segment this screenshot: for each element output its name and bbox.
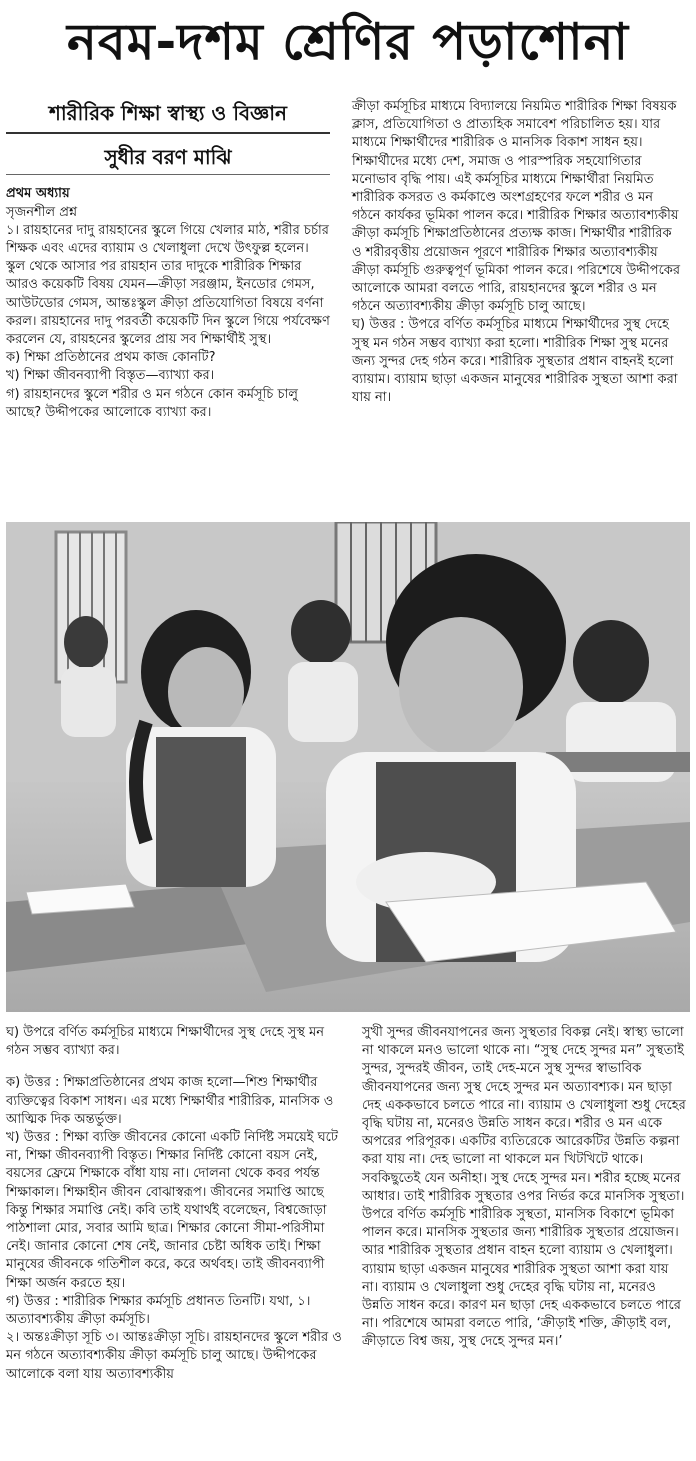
article-right-top bbox=[352, 98, 684, 407]
article-left-bottom bbox=[6, 1024, 344, 1384]
question-item: খ) শিক্ষা জীবনব্যাপী বিস্তৃত—ব্যাখ্যা কর। bbox=[6, 368, 215, 384]
article-right-bottom bbox=[362, 1024, 686, 1352]
page-title: নবম-দশম শ্রেণির পড়াশোনা bbox=[67, 12, 629, 71]
article-left-top bbox=[6, 98, 330, 422]
answer-paragraph: খ) উত্তর : শিক্ষা ব্যক্তি জীবনের কোনো একটি নির্দিষ্ট সময়েই ঘটে না, শিক্ষা জীবনব্যাপী বিস্তৃত। শিক্ষার নির্দিষ্ট কোনো বয়স নেই, বয়সের ফ্রেমে শিক্ষাকে বাঁধা যায় না। দোলনা থেকে কবর পর্যন্ত শিক্ষাকাল। শিক্ষাহীন জীবন বোঝাস্বরূপ। জীবনের সমাপ্তি আছে কিন্তু শিক্ষার সমাপ্তি নেই। কবি তাই যথার্থই বলেছেন, বিশ্বজোড়া পাঠশালা মোর, সবার আমি ছাত্র। শিক্ষার কোনো সীমা-পরিসীমা নেই। জানার কোনো শেষ নেই, জানার চেষ্টা অধিক তাই। শিক্ষা মানুষের জীবনকে গতিশীল করে, করে অর্থবহ। তাই জীবনব্যাপী শিক্ষা অর্জন করতে হয়। bbox=[6, 1130, 338, 1291]
answer-paragraph: ঘ) উত্তর : উপরে বর্ণিত কর্মসূচির মাধ্যমে শিক্ষার্থীদের সুস্থ দেহে সুস্থ মন গঠন সম্ভব ব্যাখ্যা করা হলো। শারীরিক শিক্ষা সুস্থ মনের জন্য সুন্দর দেহ গঠন করে। শারীরিক সুস্থতার প্রধান বাহনই হলো ব্যায়াম। ব্যায়াম ছাড়া একজন মানুষের শারীরিক সুস্থতা আশা করা যায় না। bbox=[352, 317, 678, 406]
answer-paragraph: সুখী সুন্দর জীবনযাপনের জন্য সুস্থতার বিকল্প নেই। স্বাস্থ্য ভালো না থাকলে মনও ভালো থাকে না। “সুস্থ দেহে সুন্দর মন” সুস্থতাই সুন্দর, সুন্দরই জীবন, তাই দেহ-মনে সুস্থ সুন্দর স্বাভাবিক জীবনযাপনের জন্য সুস্থ দেহে সুন্দর মন অত্যাবশ্যক। মন ছাড়া দেহ এককভাবে চলতে পারে না। ব্যায়াম ও খেলাধুলা শুধু দেহের বৃদ্ধি ঘটায় না, মনেরও উন্নতি সাধন করে। শরীর ও মন একে অপরের পরিপূরক। একটির ব্যতিরেকে আরেকটির উন্নতি কল্পনা করা যায় না। দেহ ভালো না থাকলে মন খিটখিটে থাকে। সবকিছুতেই যেন অনীহা। সুস্থ দেহে সুন্দর মন। শরীর হচ্ছে মনের আধার। তাই শারীরিক সুস্থতার ওপর নির্ভর করে মানসিক সুস্থতা। উপরে বর্ণিত কর্মসূচি শারীরিক সুস্থতা, মানসিক বিকাশে ভূমিকা পালন করে। মানসিক সুস্থতার জন্য শারীরিক সুস্থতার প্রয়োজন। আর শারীরিক সুস্থতার প্রধান বাহন হলো ব্যায়াম ও খেলাধুলা। ব্যায়াম ছাড়া একজন মানুষের শারীরিক সুস্থতা আশা করা যায় না। ব্যায়াম ও খেলাধুলা শুধু দেহের বৃদ্ধি ঘটায় না, মনেরও উন্নতি সাধন করে। কারণ মন ছাড়া দেহ এককভাবে চলতে পারে না। পরিশেষে আমরা বলতে পারি, ‘ক্রীড়াই শক্তি, ক্রীড়াই বল, ক্রীড়াতে বিশ্ব জয়, সুস্থ দেহে সুন্দর মন।’ bbox=[362, 1025, 686, 1350]
masthead bbox=[0, 0, 696, 92]
question-item: ক) শিক্ষা প্রতিষ্ঠানের প্রথম কাজ কোনটি? bbox=[6, 350, 216, 366]
classroom-exam-photo bbox=[6, 522, 690, 1012]
subject-title: শারীরিক শিক্ষা স্বাস্থ্য ও বিজ্ঞান bbox=[49, 101, 287, 125]
question-stem: ১। রায়হানের দাদু রায়হানের স্কুলে গিয়ে খেলার মাঠ, শরীর চর্চার শিক্ষক এবং এদের ব্যায়াম ও খেলাধুলা দেখে উৎফুল্ল হলেন। স্কুল থেকে আসার পর রায়হান তার দাদুকে শারীরিক শিক্ষার আরও কয়েকটি বিষয় যেমন—ক্রীড়া সরঞ্জাম, ইনডোর গেমস, আউটডোর গেমস, আন্তঃস্কুল ক্রীড়া প্রতিযোগিতা বিষয়ে বর্ণনা করল। রায়হানের দাদু পরবর্তী কয়েকটি দিন স্কুলে গিয়ে পর্যবেক্ষণ করলেন যে, রায়হনের স্কুলের প্রায় সব শিক্ষার্থীই সুস্থ। bbox=[6, 222, 330, 348]
divider bbox=[6, 174, 330, 175]
question-item: ঘ) উপরে বর্ণিত কর্মসূচির মাধ্যমে শিক্ষার্থীদের সুস্থ দেহে সুস্থ মন গঠন সম্ভব ব্যাখ্যা কর। bbox=[6, 1025, 325, 1059]
answer-paragraph: ক) উত্তর : শিক্ষাপ্রতিষ্ঠানের প্রথম কাজ হলো—শিশু শিক্ষার্থীর ব্যক্তিত্বের বিকাশ সাধন। এর মধ্যে শিক্ষার্থীর শারীরিক, মানসিক ও আত্মিক দিক অন্তর্ভুক্ত। bbox=[6, 1075, 334, 1127]
spacer bbox=[6, 1060, 344, 1074]
answer-paragraph: গ) উত্তর : শারীরিক শিক্ষার কর্মসূচি প্রধানত তিনটি। যথা, ১। অত্যাবশ্যকীয় ক্রীড়া কর্মসূচি। bbox=[6, 1293, 311, 1328]
section-heading: সৃজনশীল প্রশ্ন bbox=[6, 204, 78, 220]
author-name: সুধীর বরণ মাঝি bbox=[104, 145, 232, 170]
divider bbox=[6, 132, 330, 134]
photo-illustration bbox=[6, 522, 690, 1012]
answer-paragraph: ক্রীড়া কর্মসূচির মাধ্যমে বিদ্যালয়ে নিয়মিত শারীরিক শিক্ষা বিষয়ক ক্লাস, প্রতিযোগিতা ও প্রাত্যহিক সমাবেশ পরিচালিত হয়। যার মাধ্যমে শিক্ষার্থীদের শারীরিক ও মানসিক বিকাশ সাধন হয়। শিক্ষার্থীদের মধ্যে দেশ, সমাজ ও পারস্পরিক সহযোগিতার মনোভাব বৃদ্ধি পায়। এই কর্মসূচির মাধ্যমে শিক্ষার্থীরা নিয়মিত শারীরিক কসরত ও কর্মকাণ্ডে অংশগ্রহণের ফলে শরীর ও মন গঠনে কার্যকর ভূমিকা পালন করে। শারীরিক শিক্ষার অত্যাবশ্যকীয় ক্রীড়া কর্মসূচি শিক্ষাপ্রতিষ্ঠানের প্রত্যক্ষ কাজ। শিক্ষার্থীর শারীরিক ও শরীরবৃত্তীয় প্রয়োজন পূরণে শারীরিক শিক্ষার অত্যাবশ্যকীয় ক্রীড়া কর্মসূচি গুরুত্বপূর্ণ ভূমিকা পালন করে। পরিশেষে উদ্দীপকের আলোকে আমরা বলতে পারি, রায়হানদের স্কুলে শরীর ও মন গঠনে অত্যাবশ্যকীয় ক্রীড়া কর্মসূচি চালু আছে। bbox=[352, 99, 681, 315]
chapter-heading: প্রথম অধ্যায় bbox=[6, 186, 70, 202]
question-item: গ) রায়হানদের স্কুলে শরীর ও মন গঠনে কোন কর্মসূচি চালু আছে? উদ্দীপকের আলোকে ব্যাখ্যা কর। bbox=[6, 386, 298, 420]
answer-paragraph: ২। অন্তঃক্রীড়া সূচি ৩। আন্তঃক্রীড়া সূচি। রায়হানদের স্কুলে শরীর ও মন গঠনে অত্যাবশ্যকীয় ক্রীড়া কর্মসূচি চালু আছে। উদ্দীপকের আলোকে বলা যায় অত্যাবশ্যকীয় bbox=[6, 1330, 342, 1382]
